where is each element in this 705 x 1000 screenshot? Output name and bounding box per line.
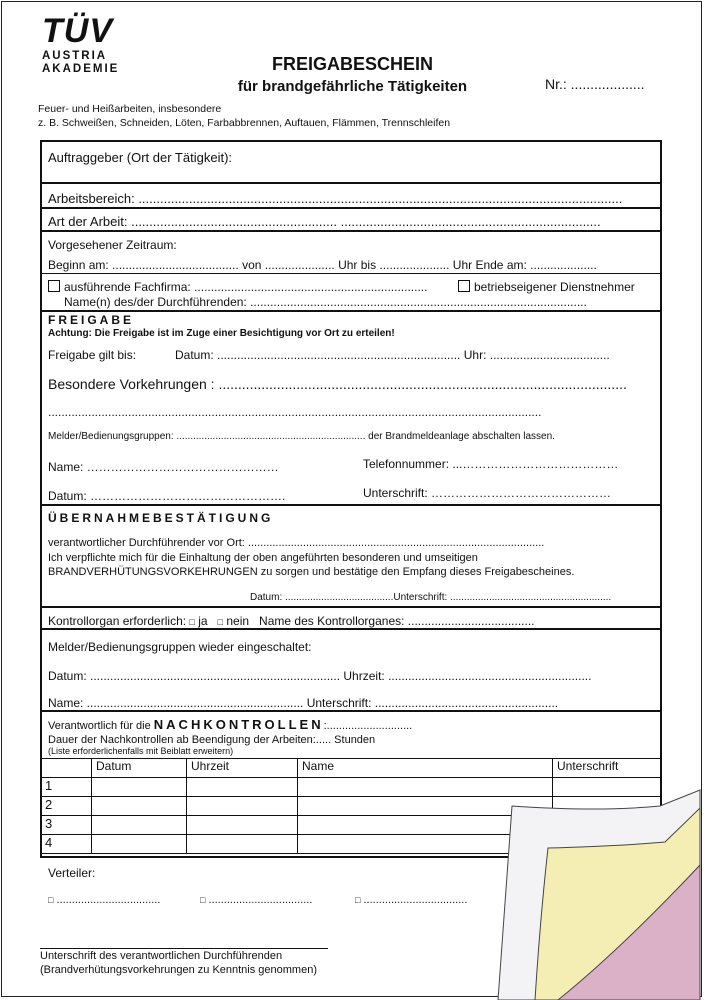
row-number: 1 xyxy=(41,778,92,797)
vorkehrungen-field[interactable]: Besondere Vorkehrungen : ......................................................................................................... xyxy=(48,376,627,392)
logo-austria: AUSTRIA xyxy=(42,50,108,62)
verantwortlich-label: Verantwortlich für die xyxy=(48,720,151,732)
verteiler-checkbox[interactable]: □ xyxy=(355,895,361,905)
footer-signature-note: (Brandverhütungsvorkehrungen zu Kenntnis genommen) xyxy=(40,964,317,976)
row-number: 4 xyxy=(41,835,92,854)
verteiler-checkbox[interactable]: □ xyxy=(48,895,54,905)
melder-abschalten-field[interactable]: Melder/Bedienungsgruppen: .................................................................... der Brandmeldeanlage abschalten lassen. xyxy=(48,431,555,442)
verteiler-checkbox[interactable]: □ xyxy=(200,895,206,905)
ja-label: ja xyxy=(198,614,208,628)
liste-hinweis: (Liste erforderlichenfalls mit Beiblatt erweitern) xyxy=(48,746,234,756)
verpflichtung-text-1: Ich verpflichte mich für die Einhaltung der oben angeführten besonderen und umseitigen xyxy=(48,552,478,564)
vorkehrungen-dots[interactable]: .................................................................................................................................................... xyxy=(48,405,542,419)
melder-wieder-label: Melder/Bedienungsgruppen wieder eingeschaltet: xyxy=(48,640,312,654)
auftraggeber-field[interactable]: Auftraggeber (Ort der Tätigkeit): xyxy=(48,150,233,165)
verpflichtung-text-2: BRANDVERHÜTUNGSVORKEHRUNGEN zu sorgen und bestätige den Empfang dieses Freigabescheines. xyxy=(48,566,575,578)
uebernahme-heading: ÜBERNAHMEBESTÄTIGUNG xyxy=(48,511,274,525)
freigabe-datum-field[interactable]: Datum: ......................................................................... Uhr: .................................... xyxy=(175,348,610,362)
durchfuehrende-field[interactable]: Name(n) des/der Durchführenden: ..................................................................................................... xyxy=(64,295,587,309)
wieder-datum-field[interactable]: Datum: ........................................................................... Uhrzeit: ............................................................. xyxy=(48,669,592,683)
row-number: 3 xyxy=(41,816,92,835)
nachkontrollen-heading: NACHKONTROLLEN xyxy=(153,717,324,732)
verteiler-field[interactable]: .................................. xyxy=(208,894,313,906)
kontrollorgan-label: Kontrollorgan erforderlich: xyxy=(48,614,187,628)
freigabe-datum2-field[interactable]: Datum: …………………………………………. xyxy=(48,489,286,503)
achtung-note: Achtung: Die Freigabe ist im Zuge einer Besichtigung vor Ort zu erteilen! xyxy=(48,328,395,339)
beginn-field[interactable]: Beginn am: ...................................... von ..................... Uhr bis ..................... Uhr Ende am: .................... xyxy=(48,258,597,272)
freigabe-name-field[interactable]: Name: ………………………………………… xyxy=(48,460,279,474)
ja-checkbox[interactable]: □ xyxy=(189,617,195,627)
dauer-field[interactable]: Dauer der Nachkontrollen ab Beendigung der Arbeiten:..... Stunden xyxy=(48,734,376,746)
row-number: 2 xyxy=(41,797,92,816)
page-subtitle: für brandgefährliche Tätigkeiten xyxy=(237,78,468,95)
intro-line-2: z. B. Schweißen, Schneiden, Löten, Farbabbrennen, Auftauen, Flämmen, Trennschleifen xyxy=(38,117,451,129)
form-number: Nr.: ................... xyxy=(545,76,645,92)
table-header-name: Name xyxy=(298,759,553,778)
table-header-unterschrift: Unterschrift xyxy=(553,759,662,778)
art-der-arbeit-field[interactable]: Art der Arbeit: ......................................................... ........................................................................ xyxy=(48,214,601,229)
dienstnehmer-label: betriebseigener Dienstnehmer xyxy=(474,280,635,294)
nein-label: nein xyxy=(226,614,250,628)
telefon-field[interactable]: Telefonnummer: ...………………………………… xyxy=(363,457,619,471)
intro-line-1: Feuer- und Heißarbeiten, insbesondere xyxy=(38,103,222,115)
verteiler-label: Verteiler: xyxy=(48,866,96,880)
uebernahme-datum-field[interactable]: Datum: .......................................Unterschrift: .......................................................... xyxy=(250,592,612,603)
table-header-uhrzeit: Uhrzeit xyxy=(187,759,298,778)
verteiler-field[interactable]: .................................. xyxy=(363,894,468,906)
fachfirma-label: ausführende Fachfirma: ...................................................................... xyxy=(64,280,428,294)
table-header-datum: Datum xyxy=(92,759,187,778)
durchfuehrender-field[interactable]: verantwortlicher Durchführender vor Ort: ................................................................................................. xyxy=(48,537,545,549)
nachkontrollen-field[interactable]: :............................ xyxy=(323,720,413,732)
logo-akademie: AKADEMIE xyxy=(42,63,120,75)
arbeitsbereich-field[interactable]: Arbeitsbereich: ...................................................................................................................................... xyxy=(48,191,623,206)
zeitraum-label: Vorgesehener Zeitraum: xyxy=(48,238,177,252)
footer-signature-label: Unterschrift des verantwortlichen Durchführenden xyxy=(40,950,283,962)
freigabe-heading: FREIGABE xyxy=(48,313,135,327)
freigabe-gilt-label: Freigabe gilt bis: xyxy=(48,348,137,362)
kontrollorgan-name-field[interactable]: Name des Kontrollorganes: ...................................... xyxy=(259,614,535,628)
nein-checkbox[interactable]: □ xyxy=(217,617,223,627)
freigabe-unterschrift-field[interactable]: Unterschrift: ……………………………………… xyxy=(363,486,612,500)
page-title: FREIGABESCHEIN xyxy=(271,54,433,74)
verteiler-field[interactable]: .................................. xyxy=(56,894,161,906)
tuv-logo: TÜV xyxy=(42,12,113,50)
wieder-name-field[interactable]: Name: ................................................................. Unterschrift: ....................................................... xyxy=(48,696,559,710)
